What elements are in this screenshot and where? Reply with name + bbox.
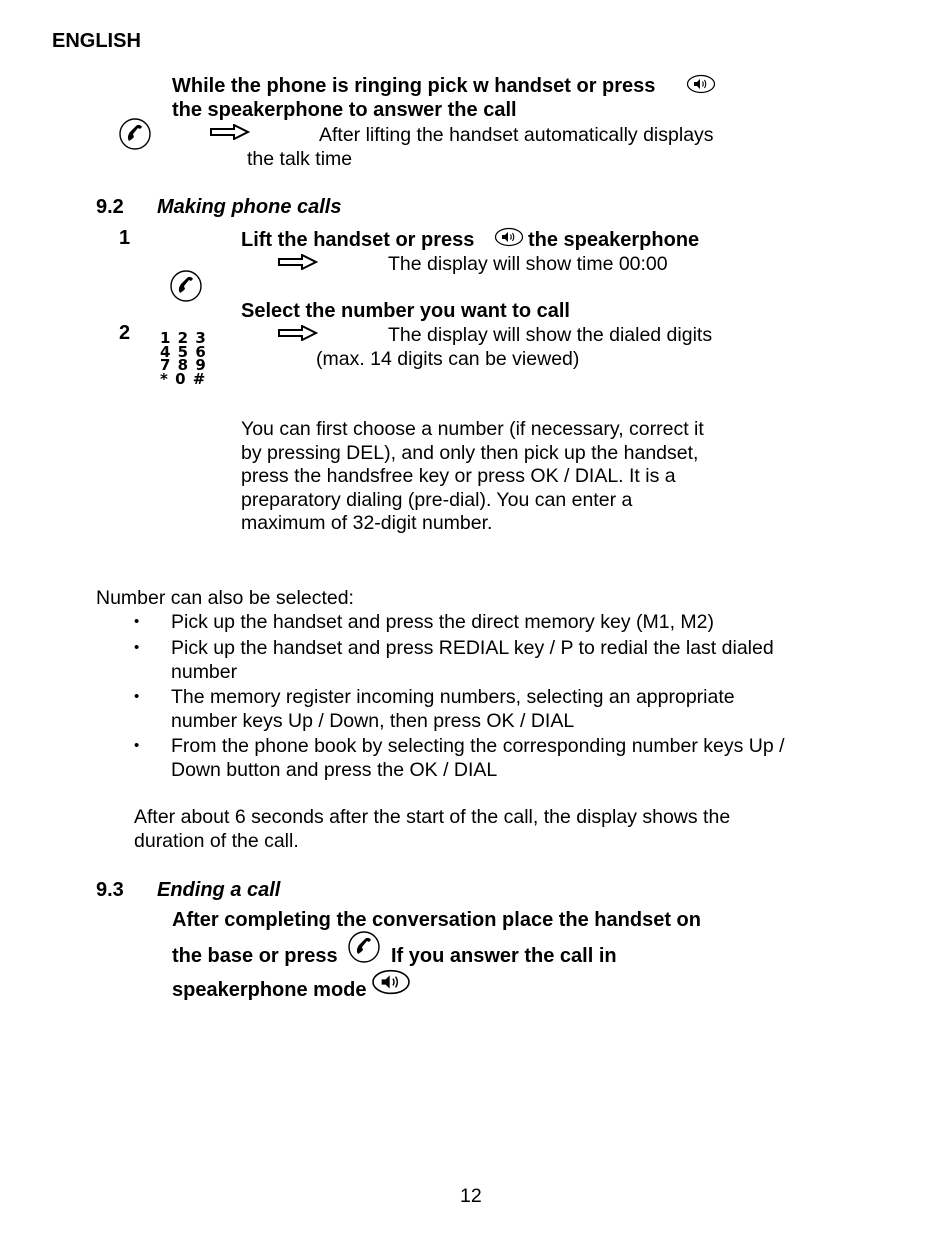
bullet-item: Pick up the handset and press REDIAL key / P to redial the last dialed	[171, 637, 774, 659]
bullet-marker: •	[134, 613, 140, 630]
ending-line-1: After completing the conversation place the handset on	[172, 909, 701, 931]
step-2-result-2: (max. 14 digits can be viewed)	[316, 348, 580, 370]
speakerphone-icon	[371, 968, 411, 996]
step-2-number: 2	[119, 322, 131, 344]
keypad-icon	[160, 329, 207, 388]
arrow-right-icon	[278, 325, 318, 341]
bullet-marker: •	[134, 737, 140, 754]
bullet-marker: •	[134, 688, 140, 705]
intro-result-1: After lifting the handset automatically displays	[319, 124, 714, 146]
keypad-row: 7 8 9	[160, 356, 207, 374]
handset-icon	[118, 117, 152, 151]
section-9-3-number: 9.3	[96, 879, 124, 901]
keypad-row: 1 2 3	[160, 329, 207, 347]
bullet-item-continued: number keys Up / Down, then press OK / DIAL	[171, 710, 575, 732]
page-number: 12	[460, 1185, 482, 1207]
handset-icon	[347, 930, 381, 964]
ending-line-2b: If you answer the call in	[391, 945, 617, 967]
bullet-item: The memory register incoming numbers, selecting an appropriate	[171, 686, 735, 708]
step-1-number: 1	[119, 227, 131, 249]
speakerphone-icon	[494, 227, 524, 247]
bullet-item: Pick up the handset and press the direct memory key (M1, M2)	[171, 611, 714, 633]
step-2-instruction: Select the number you want to call	[241, 300, 570, 322]
section-9-2-title: Making phone calls	[157, 196, 342, 218]
section-9-2-number: 9.2	[96, 196, 124, 218]
bullet-item-continued: Down button and press the OK / DIAL	[171, 759, 498, 781]
ending-line-3: speakerphone mode	[172, 979, 367, 1001]
language-label: ENGLISH	[52, 30, 141, 52]
step-2-result-1: The display will show the dialed digits	[388, 324, 713, 346]
predial-paragraph: You can first choose a number (if necessary, correct it by pressing DEL), and only then pick up the handset, press the handsfree key or press OK / DIAL. It is a preparatory dialing (pre-dial). You can enter a maximum of 32-digit number.	[241, 418, 704, 534]
handset-icon	[169, 269, 203, 303]
also-selected-intro: Number can also be selected:	[96, 587, 354, 609]
bullet-item: From the phone book by selecting the corresponding number keys Up /	[171, 735, 785, 757]
bullet-marker: •	[134, 639, 140, 656]
speakerphone-icon	[686, 74, 716, 94]
intro-line-2: the speakerphone to answer the call	[172, 99, 517, 121]
keypad-row: 4 5 6	[160, 342, 207, 361]
bullet-item-continued: number	[171, 661, 238, 683]
arrow-right-icon	[210, 124, 250, 140]
intro-line-1: While the phone is ringing pick w handset or press	[172, 75, 656, 97]
arrow-right-icon	[278, 254, 318, 270]
ending-line-2a: the base or press	[172, 945, 338, 967]
step-1-instruction-a: Lift the handset or press	[241, 229, 475, 251]
step-1-instruction-b: the speakerphone	[528, 229, 700, 251]
keypad-row: * 0 #	[160, 369, 207, 388]
step-1-result: The display will show time 00:00	[388, 253, 668, 275]
intro-result-2: the talk time	[247, 148, 353, 170]
section-9-3-title: Ending a call	[157, 879, 281, 901]
after-call-paragraph: After about 6 seconds after the start of the call, the display shows the duration of the call.	[134, 806, 731, 852]
